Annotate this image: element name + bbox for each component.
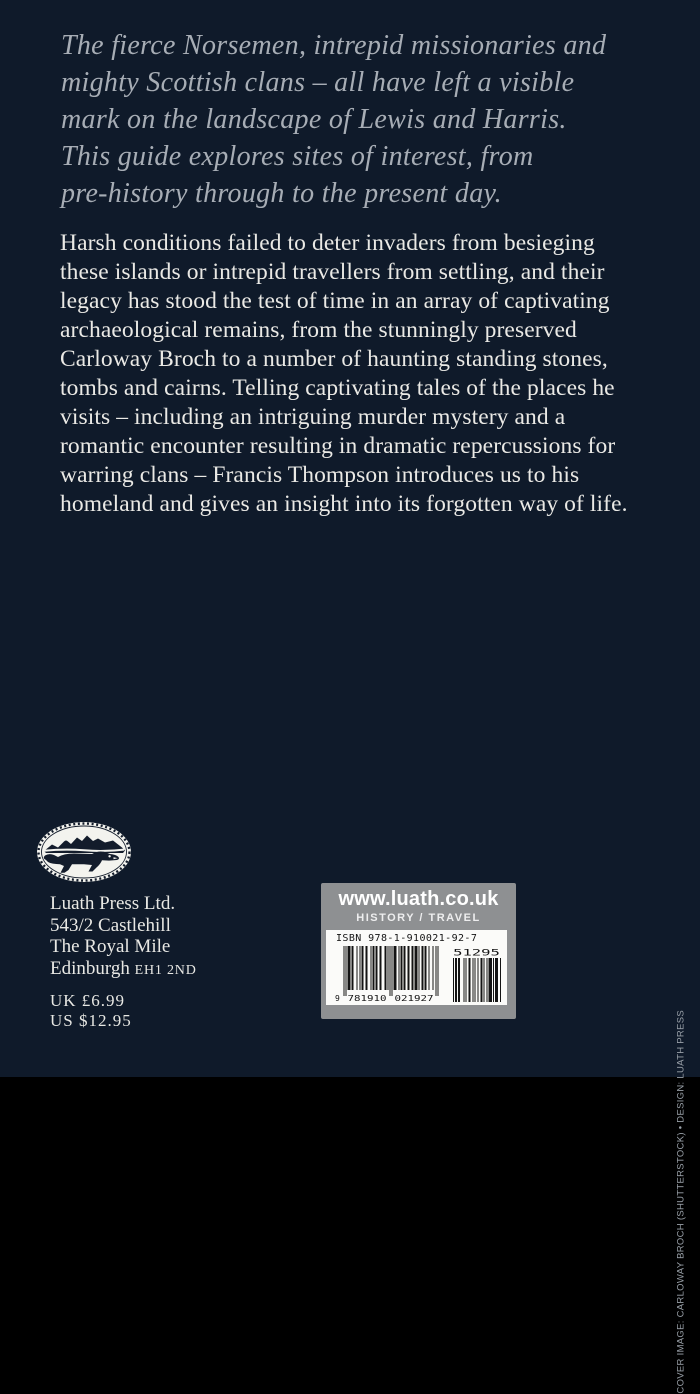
isbn-text: ISBN 978-1-910021-92-7 <box>336 933 478 944</box>
tagline-line: mighty Scottish clans – all have left a visible <box>61 67 575 98</box>
barcode-bar <box>484 958 485 1002</box>
tagline-quote <box>61 27 606 212</box>
barcode-bar <box>429 946 430 990</box>
barcode-bar <box>474 958 475 1002</box>
blurb-line: tombs and cairns. Telling captivating tales of the places he <box>60 375 615 401</box>
ean5-supplement-barcode <box>452 947 501 1003</box>
price-line: US $12.95 <box>50 1010 132 1030</box>
barcode-bar <box>458 958 460 1002</box>
barcode-bar <box>463 958 464 1002</box>
barcode-bar <box>438 946 439 996</box>
ean13-left-digits: 781910 <box>347 994 387 1003</box>
barcode-bar <box>401 946 403 990</box>
barcode-bar <box>412 946 414 990</box>
publisher-city-line <box>50 958 197 982</box>
ean13-barcode <box>334 946 440 1002</box>
barcode-bar <box>415 946 418 990</box>
publisher-website: www.luath.co.uk <box>338 888 499 910</box>
tagline-line: mark on the landscape of Lewis and Harris. <box>61 104 567 135</box>
collie-mountains-icon <box>34 820 134 884</box>
publisher-city: Edinburgh <box>50 957 130 979</box>
barcode-bar <box>366 946 368 990</box>
cover-credits-vertical-text: COVER IMAGE: CARLOWAY BROCH (SHUTTERSTOCK) • DESIGN: LUATH PRESS <box>676 1010 687 1394</box>
barcode-bar <box>388 946 389 990</box>
blurb-line: Carloway Broch to a number of haunting standing stones, <box>60 346 608 372</box>
tagline-line: This guide explores sites of interest, from <box>61 141 534 172</box>
barcode-bar <box>453 958 454 1002</box>
barcode-bar <box>376 946 378 990</box>
barcode-bar <box>408 946 410 990</box>
blurb-line: warring clans – Francis Thompson introduces us to his <box>60 462 580 488</box>
barcode-bar <box>380 946 382 990</box>
blurb-line: homeland and gives an insight into its forgotten way of life. <box>60 491 628 517</box>
blurb-line: visits – including an intriguing murder mystery and a <box>60 404 566 430</box>
barcode-bar <box>465 958 466 1002</box>
blurb-line: archaeological remains, from the stunningly preserved <box>60 317 577 343</box>
publisher-address-block <box>50 893 197 981</box>
barcode-bar <box>436 946 437 996</box>
barcode-bar <box>344 946 345 996</box>
barcode-white-box <box>326 930 507 1005</box>
barcode-bar <box>489 958 492 1002</box>
barcode-bar <box>495 958 498 1002</box>
barcode-bar <box>399 946 400 990</box>
barcode-bar <box>390 946 391 996</box>
tagline-line: The fierce Norsemen, intrepid missionaries and <box>61 30 607 61</box>
barcode-bar <box>481 958 483 1002</box>
barcode-bar <box>433 946 434 990</box>
price-line: UK £6.99 <box>50 991 126 1010</box>
barcode-bar <box>352 946 354 990</box>
publisher-street-lines <box>50 915 197 958</box>
barcode-bar <box>493 958 494 1002</box>
blurb-line: romantic encounter resulting in dramatic repercussions for <box>60 433 616 459</box>
barcode-bar <box>404 946 406 990</box>
address-line: The Royal Mile <box>50 936 171 957</box>
barcode-bar <box>422 946 424 990</box>
barcode-bar <box>468 958 470 1002</box>
tagline-line: pre-history through to the present day. <box>61 178 502 209</box>
ean13-right-digits: 021927 <box>394 994 434 1003</box>
barcode-bar <box>348 946 351 990</box>
barcode-bar <box>394 946 397 990</box>
blurb-line: legacy has stood the test of time in an array of captivating <box>60 288 610 314</box>
barcode-bar <box>472 958 473 1002</box>
barcode-bar <box>373 946 375 990</box>
publisher-name: Luath Press Ltd. <box>50 893 176 914</box>
blurb-line: Harsh conditions failed to deter invaders from besieging <box>60 230 595 256</box>
barcode-bar <box>500 958 501 1002</box>
barcode-bar <box>346 946 347 996</box>
genre-category-label: HISTORY / TRAVEL <box>356 912 481 924</box>
address-line: 543/2 Castlehill <box>50 914 171 936</box>
barcode-bar <box>419 946 420 990</box>
barcode-panel <box>321 883 516 1019</box>
price-block <box>50 991 132 1030</box>
ean5-digits: 51295 <box>453 948 500 959</box>
barcode-bar <box>455 958 457 1002</box>
barcode-bar <box>478 958 479 1002</box>
blurb-paragraph <box>60 229 628 519</box>
barcode-bar <box>371 946 372 990</box>
publisher-postcode: EH1 2ND <box>134 962 197 978</box>
barcode-bar <box>392 946 393 996</box>
barcode-bar <box>362 946 364 990</box>
barcode-bar <box>487 958 488 1002</box>
barcode-bar <box>360 946 361 990</box>
luath-press-logo <box>34 820 134 884</box>
barcode-bar <box>425 946 427 990</box>
blurb-line: these islands or intrepid travellers from settling, and their <box>60 259 605 285</box>
ean13-first-digit: 9 <box>335 994 340 1003</box>
barcode-bar <box>385 946 387 990</box>
barcode-bar <box>357 946 358 990</box>
